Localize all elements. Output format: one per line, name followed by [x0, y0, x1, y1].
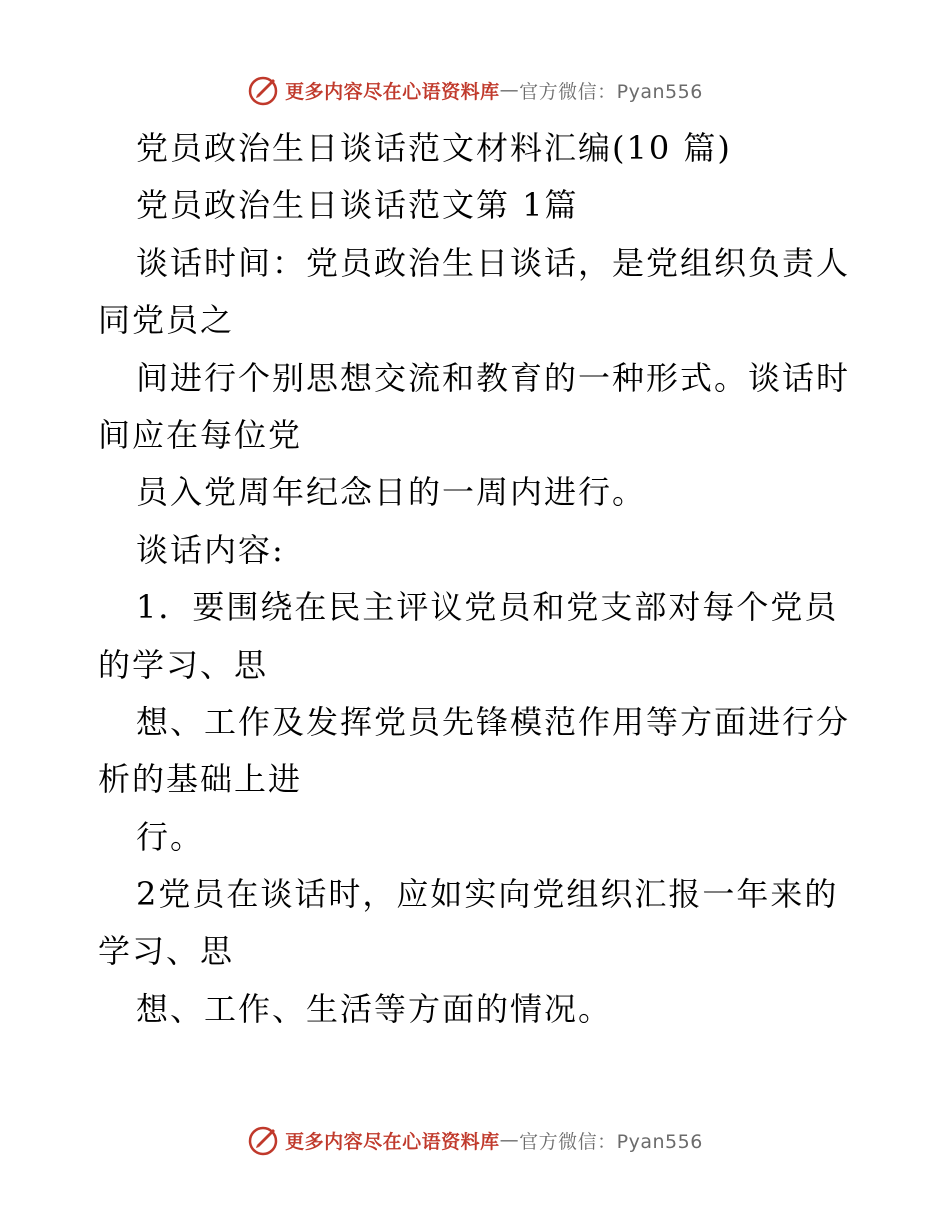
pen-seal-icon: [247, 1123, 281, 1157]
subheading: 谈话内容:: [136, 530, 285, 569]
pen-seal-icon: [247, 73, 281, 107]
paragraph-line: 1．要围绕在民主评议党员和党支部对每个党员: [136, 588, 839, 627]
watermark-dash: —: [499, 79, 520, 101]
paragraph-line: 析的基础上进: [98, 760, 303, 799]
paragraph-line: 谈话时间：党员政治生日谈话，是党组织负责人: [136, 243, 851, 282]
paragraph-line: 想、工作、生活等方面的情况。: [136, 989, 613, 1028]
paragraph-line: 同党员之: [98, 301, 235, 340]
paragraph-line: 学习、思: [98, 932, 235, 971]
watermark-brand: 更多内容尽在心语资料库: [285, 1130, 500, 1153]
footer-watermark: [0, 1120, 950, 1160]
watermark-contact: 官方微信：Pyan556: [519, 1130, 703, 1153]
document-body: [98, 120, 858, 1038]
paragraph-line: 间进行个别思想交流和教育的一种形式。谈话时: [136, 358, 851, 397]
paragraph-line: 想、工作及发挥党员先锋模范作用等方面进行分: [136, 702, 851, 741]
header-watermark: [0, 70, 950, 110]
paragraph-line: 间应在每位党: [98, 415, 303, 454]
watermark-dash: —: [499, 1129, 520, 1151]
watermark-brand: 更多内容尽在心语资料库: [285, 80, 500, 103]
watermark-contact: 官方微信：Pyan556: [519, 80, 703, 103]
paragraph-line: 2党员在谈话时，应如实向党组织汇报一年来的: [136, 875, 839, 914]
paragraph-line: 的学习、思: [98, 645, 269, 684]
paragraph-line: 行。: [136, 817, 205, 856]
section-heading: 党员政治生日谈话范文第 1篇: [136, 186, 579, 225]
paragraph-line: 员入党周年纪念日的一周内进行。: [136, 473, 647, 512]
document-title: 党员政治生日谈话范文材料汇编(10 篇): [136, 129, 732, 167]
